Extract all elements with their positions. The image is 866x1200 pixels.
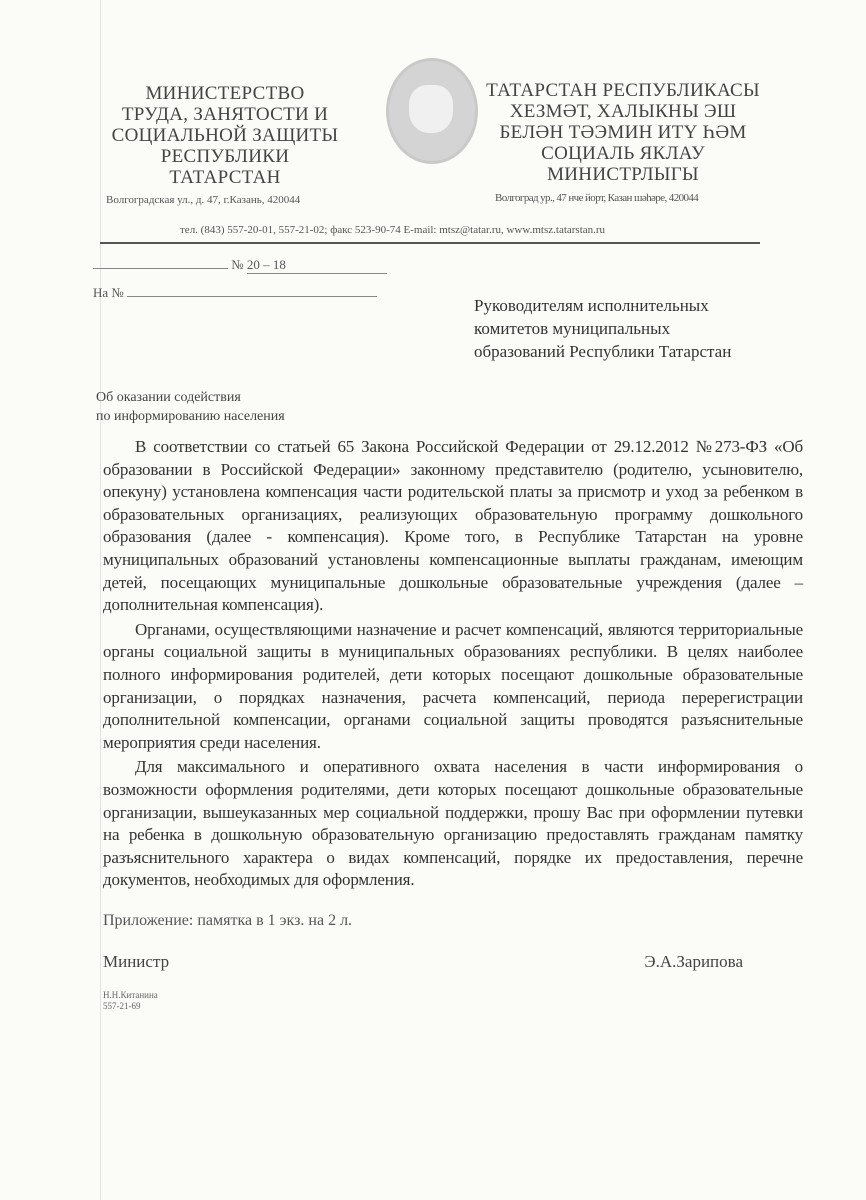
letterhead-tt — [478, 80, 768, 185]
signatory-name: Э.А.Зарипова — [644, 951, 743, 971]
ru-address: Волгоградская ул., д. 47, г.Казань, 420044 — [106, 194, 301, 206]
org-name-line: ТАТАРСТАН РЕСПУБЛИКАСЫ — [486, 80, 760, 101]
header-divider — [100, 242, 760, 244]
number-value: 20 – 18 — [247, 257, 387, 274]
org-name-line: ХЕЗМӘТ, ХАЛЫКНЫ ЭШ — [509, 101, 737, 122]
signature-block — [103, 952, 803, 972]
paragraph: В соответствии со статьей 65 Закона Российской Федерации от 29.12.2012 №273-ФЗ «Об образовании в Российской Федерации» законному представителю (родителю, усыновителю, опекуну) установлена компенсация части родительской платы за присмотр и уход за ребенком в образовательных организациях, реализующих образовательную программу дошкольного образования (далее - компенсация). Кроме того, в Республике Татарстан на уровне муниципальных образований установлены компенсационные выплаты гражданам, имеющим детей, посещающих муниципальные дошкольные образовательные учреждения (далее – дополнительная компенсация). — [103, 437, 803, 615]
paragraph: Органами, осуществляющими назначение и расчет компенсаций, являются территориальные органы социальной защиты в муниципальных образованиях республики. В целях наиболее полного информирования родителей, дети которых посещают дошкольные образовательные организации, о порядках назначения, расчета компенсаций, периода перерегистрации дополнительной компенсации, органами социальной защиты проводятся разъяснительные мероприятия среди населения. — [103, 619, 803, 752]
addressee-line: Руководителям исполнительных — [474, 296, 709, 315]
org-name-line: МИНИСТЕРСТВО — [145, 83, 305, 104]
reference-number: На № — [93, 285, 377, 301]
org-name-line: ТАТАРСТАН — [169, 167, 281, 188]
addressee-line: образований Республики Татарстан — [474, 342, 732, 361]
executor-name: Н.Н.Китанина — [103, 989, 158, 1000]
signatory-title: Министр — [103, 951, 170, 971]
addressee-line: комитетов муниципальных — [474, 319, 671, 338]
letter-content — [103, 436, 803, 1012]
org-name-line: РЕСПУБЛИКИ — [160, 146, 290, 167]
paragraph: Для максимального и оперативного охвата населения в части информирования о возможности оформления родителями, дети которых посещают дошкольные образовательные организации, вышеуказанных мер социальной поддержки, прошу Вас при оформлении путевки на ребенка в дошкольную образовательную организацию предоставлять гражданам памятку разъяснительного характера о видах компенсаций, порядке их предоставления, перечне документов, необходимых для оформления. — [103, 757, 803, 890]
org-name-line: СОЦИАЛЬ ЯКЛАУ — [541, 143, 705, 164]
coat-of-arms-emblem — [386, 58, 478, 164]
subject-line: по информированию населения — [96, 409, 285, 424]
executor-phone: 557-21-69 — [103, 1000, 141, 1011]
subject-line: Об оказании содействия — [96, 390, 241, 405]
letterhead-ru — [90, 83, 360, 188]
letter-body — [103, 436, 803, 892]
tt-address: Волгоград ур., 47 нче йорт, Казан шәһәре, 420044 — [495, 192, 699, 204]
org-name-line: МИНИСТРЛЫГЫ — [547, 164, 699, 185]
subject — [96, 388, 285, 426]
addressee — [474, 294, 731, 363]
org-name-line: СОЦИАЛЬНОЙ ЗАЩИТЫ — [111, 125, 339, 146]
outgoing-number: № 20 – 18 — [93, 257, 387, 274]
org-name-line: ТРУДА, ЗАНЯТОСТИ И — [121, 104, 329, 125]
contacts: тел. (843) 557-20-01, 557-21-02; факс 523-90-74 E-mail: mtsz@tatar.ru, www.mtsz.tatarstan.ru — [180, 224, 606, 236]
attachment-note: Приложение: памятка в 1 экз. на 2 л. — [103, 911, 353, 929]
org-name-line: БЕЛӘН ТӘЭМИН ИТҮ ҺӘМ — [499, 122, 747, 143]
executor — [103, 990, 803, 1012]
